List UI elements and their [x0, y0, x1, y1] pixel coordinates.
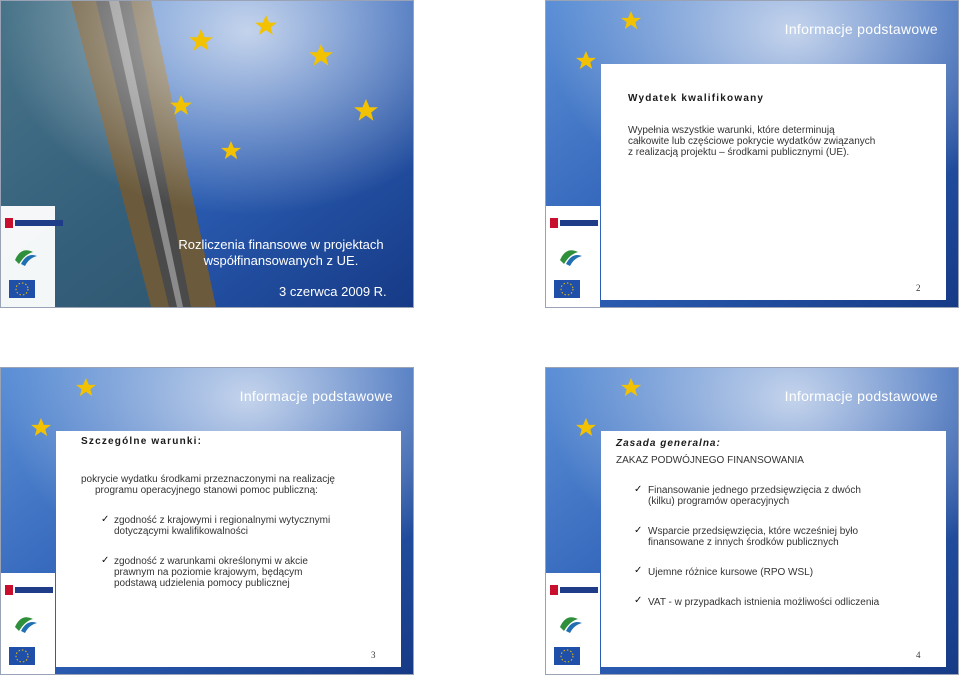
slaskie-logo [552, 242, 588, 270]
slide-header: Informacje podstawowe [784, 388, 938, 404]
bullet-item [648, 567, 813, 578]
bullet-item [648, 485, 861, 507]
bullet-line: podstawą udzielenia pomocy publicznej [114, 578, 290, 589]
bullet-line: zgodność z krajowymi i regionalnymi wytycznymi [114, 515, 331, 526]
body-line: z realizacją projektu – środkami publicznymi (UE). [628, 147, 850, 158]
slide-3 [1, 368, 413, 674]
bullet-line: zgodność z warunkami określonymi w akcie [114, 556, 308, 567]
slaskie-logo [552, 609, 588, 637]
program-regionalny-logo [5, 216, 53, 232]
bullet-item [114, 556, 308, 589]
checkmark-icon: ✓ [634, 595, 643, 606]
bullet-item [114, 515, 330, 537]
logo-panel [546, 206, 600, 307]
bullet-line: Wsparcie przedsięwzięcia, które wcześniej było [648, 526, 859, 537]
slaskie-logo [7, 242, 43, 270]
program-regionalny-logo [550, 216, 598, 232]
content-area [601, 431, 946, 667]
eu-flag-logo [7, 645, 47, 671]
presentation-date: 3 czerwca 2009 R. [279, 284, 387, 299]
logo-panel [546, 573, 600, 674]
checkmark-icon: ✓ [634, 484, 643, 495]
bullet-line: prawnym na poziomie krajowym, będącym [114, 567, 303, 578]
bullet-line: finansowane z innych środków publicznych [648, 537, 839, 548]
slide-header: Informacje podstawowe [784, 21, 938, 37]
bullet-item [648, 597, 879, 608]
checkmark-icon: ✓ [101, 514, 110, 525]
checkmark-icon: ✓ [101, 555, 110, 566]
program-regionalny-logo [550, 583, 598, 599]
slide-2 [546, 1, 958, 307]
title-slide [1, 1, 413, 307]
page-number: 4 [916, 650, 921, 660]
body-text [628, 125, 948, 158]
bullet-line: VAT - w przypadkach istnienia możliwości odliczenia [648, 597, 880, 608]
bullet-line: Finansowanie jednego przedsięwzięcia z dwóch [648, 485, 861, 496]
title-line-1: Rozliczenia finansowe w projektach [178, 237, 384, 252]
intro-text [81, 474, 335, 496]
section-title: Szczególne warunki: [81, 436, 203, 447]
slide-header: Informacje podstawowe [239, 388, 393, 404]
bullet-line: Ujemne różnice kursowe (RPO WSL) [648, 567, 814, 578]
section-title: Wydatek kwalifikowany [628, 93, 765, 104]
program-regionalny-logo [5, 583, 53, 599]
logo-panel [1, 206, 55, 307]
intro-line: programu operacyjnego stanowi pomoc publiczną: [95, 485, 318, 496]
body-line: całkowite lub częściowe pokrycie wydatków związanych [628, 136, 876, 147]
intro-line: pokrycie wydatku środkami przeznaczonymi na realizację [81, 474, 335, 485]
bullet-line: dotyczącymi kwalifikowalności [114, 526, 248, 537]
section-title: Zasada generalna: [616, 438, 721, 449]
content-area [56, 431, 401, 667]
page-number: 3 [371, 650, 376, 660]
slide-4 [546, 368, 958, 674]
checkmark-icon: ✓ [634, 525, 643, 536]
bullet-item [648, 526, 858, 548]
presentation-title [161, 237, 401, 269]
eu-flag-logo [7, 278, 47, 304]
checkmark-icon: ✓ [634, 565, 643, 576]
bullet-line: (kilku) programów operacyjnych [648, 496, 790, 507]
slaskie-logo [7, 609, 43, 637]
title-line-2: współfinansowanych z UE. [203, 253, 359, 268]
eu-flag-logo [552, 278, 592, 304]
page-number: 2 [916, 283, 921, 293]
body-line: Wypełnia wszystkie warunki, które determinują [628, 125, 835, 136]
section-subtitle: ZAKAZ PODWÓJNEGO FINANSOWANIA [616, 455, 804, 466]
eu-flag-logo [552, 645, 592, 671]
logo-panel [1, 573, 55, 674]
